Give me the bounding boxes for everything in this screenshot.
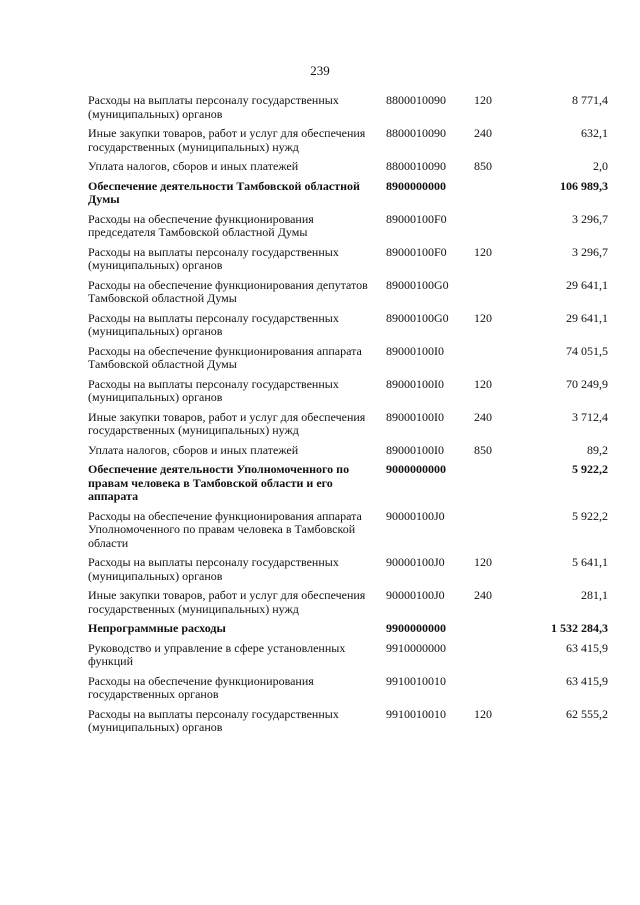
row-name: Расходы на выплаты персоналу государственных (муниципальных) органов xyxy=(88,93,339,121)
row-amount: 2,0 xyxy=(593,159,608,173)
row-amount: 62 555,2 xyxy=(566,706,608,721)
row-name: Расходы на выплаты персоналу государственных (муниципальных) органов xyxy=(88,310,339,338)
row-code: 89000100I0 xyxy=(386,442,444,457)
row-name: Иные закупки товаров, работ и услуг для обеспечения государственных (муниципальных) нужд xyxy=(88,126,366,154)
row-expense-type: 240 xyxy=(474,126,492,140)
row-name: Обеспечение деятельности Тамбовской областной Думы xyxy=(88,178,360,206)
row-amount: 70 249,9 xyxy=(566,376,608,391)
row-code: 8800010090 xyxy=(386,159,446,173)
row-name: Расходы на выплаты персоналу государственных (муниципальных) органов xyxy=(88,555,339,583)
row-amount: 74 051,5 xyxy=(566,343,608,358)
table-row xyxy=(88,160,608,174)
table-row xyxy=(88,345,608,372)
page-number: 239 xyxy=(310,63,330,78)
row-name: Расходы на обеспечение функционирования государственных органов xyxy=(88,673,314,701)
row-expense-type: 120 xyxy=(474,376,492,391)
row-name: Расходы на выплаты персоналу государственных (муниципальных) органов xyxy=(88,706,339,734)
row-expense-type: 240 xyxy=(474,409,492,424)
table-row xyxy=(88,246,608,273)
row-code: 9910010010 xyxy=(386,706,446,721)
row-expense-type: 850 xyxy=(474,159,492,173)
row-name: Расходы на обеспечение функционирования председателя Тамбовской областной Думы xyxy=(88,211,314,239)
table-row xyxy=(88,312,608,339)
table-row xyxy=(88,213,608,240)
budget-table xyxy=(88,94,608,741)
row-amount: 8 771,4 xyxy=(572,93,608,107)
row-code: 90000100J0 xyxy=(386,508,445,523)
row-expense-type: 120 xyxy=(474,555,492,569)
row-code: 90000100J0 xyxy=(386,588,445,602)
row-name: Расходы на обеспечение функционирования аппарата Уполномоченного по правам человека в Тамбовской области xyxy=(88,508,362,550)
row-expense-type: 240 xyxy=(474,588,492,602)
row-code: 9000000000 xyxy=(386,462,446,476)
table-row xyxy=(88,463,608,504)
row-code: 8800010090 xyxy=(386,126,446,140)
row-amount: 281,1 xyxy=(581,588,608,602)
table-row xyxy=(88,94,608,121)
row-amount: 3 296,7 xyxy=(572,211,608,226)
table-row xyxy=(88,127,608,154)
row-code: 89000100G0 xyxy=(386,310,449,325)
row-code: 89000100G0 xyxy=(386,277,449,292)
table-row xyxy=(88,378,608,405)
row-name: Расходы на выплаты персоналу государственных (муниципальных) органов xyxy=(88,244,339,272)
row-name: Руководство и управление в сфере установленных функций xyxy=(88,640,346,668)
row-name: Уплата налогов, сборов и иных платежей xyxy=(88,159,299,173)
table-row xyxy=(88,589,608,616)
row-amount: 5 641,1 xyxy=(572,555,608,569)
row-amount: 1 532 284,3 xyxy=(551,621,608,635)
row-expense-type: 850 xyxy=(474,442,492,457)
row-code: 8800010090 xyxy=(386,93,446,107)
row-amount: 5 922,2 xyxy=(572,508,608,523)
row-amount: 63 415,9 xyxy=(566,640,608,655)
table-row xyxy=(88,411,608,438)
row-amount: 63 415,9 xyxy=(566,673,608,688)
table-row xyxy=(88,642,608,669)
row-name: Расходы на обеспечение функционирования аппарата Тамбовской областной Думы xyxy=(88,343,362,371)
table-row xyxy=(88,556,608,583)
row-name: Непрограммные расходы xyxy=(88,621,226,635)
table-row xyxy=(88,180,608,207)
row-code: 89000100I0 xyxy=(386,343,444,358)
row-name: Обеспечение деятельности Уполномоченного по правам человека в Тамбовской области и его аппарата xyxy=(88,462,350,503)
row-expense-type: 120 xyxy=(474,310,492,325)
row-code: 89000100F0 xyxy=(386,211,447,226)
row-code: 90000100J0 xyxy=(386,555,445,569)
row-amount: 632,1 xyxy=(581,126,608,140)
table-row xyxy=(88,675,608,702)
row-expense-type: 120 xyxy=(474,706,492,721)
table-row xyxy=(88,279,608,306)
row-name: Иные закупки товаров, работ и услуг для обеспечения государственных (муниципальных) нужд xyxy=(88,409,366,437)
row-amount: 3 712,4 xyxy=(572,409,608,424)
table-row xyxy=(88,622,608,636)
table-row xyxy=(88,444,608,458)
row-code: 9910010010 xyxy=(386,673,446,688)
row-expense-type: 120 xyxy=(474,93,492,107)
row-code: 89000100I0 xyxy=(386,409,444,424)
row-code: 89000100F0 xyxy=(386,244,447,259)
row-name: Расходы на обеспечение функционирования депутатов Тамбовской областной Думы xyxy=(88,277,368,305)
row-name: Уплата налогов, сборов и иных платежей xyxy=(88,442,299,457)
row-name: Иные закупки товаров, работ и услуг для обеспечения государственных (муниципальных) нужд xyxy=(88,588,366,616)
row-code: 9910000000 xyxy=(386,640,446,655)
row-code: 89000100I0 xyxy=(386,376,444,391)
row-amount: 89,2 xyxy=(587,442,608,457)
row-amount: 106 989,3 xyxy=(560,178,608,193)
table-row xyxy=(88,708,608,735)
row-name: Расходы на выплаты персоналу государственных (муниципальных) органов xyxy=(88,376,339,404)
row-amount: 29 641,1 xyxy=(566,310,608,325)
table-row xyxy=(88,510,608,551)
row-amount: 5 922,2 xyxy=(572,462,608,476)
row-amount: 29 641,1 xyxy=(566,277,608,292)
row-amount: 3 296,7 xyxy=(572,244,608,259)
row-expense-type: 120 xyxy=(474,244,492,259)
row-code: 8900000000 xyxy=(386,178,446,193)
row-code: 9900000000 xyxy=(386,621,446,635)
